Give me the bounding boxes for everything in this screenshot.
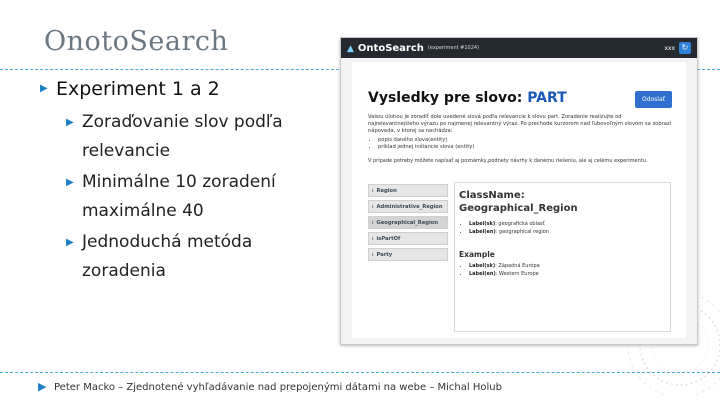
sub-bullet [66,168,320,226]
sub-bullet-text: Zoraďovanie slov podľa relevancie [82,112,283,161]
example-heading: Example [459,250,495,259]
bottom-divider [0,372,720,373]
triangle-right-icon: ▶ [66,237,74,248]
slide-footer [38,380,502,394]
sub-bullet [66,108,320,166]
classname-value: Geographical_Region [459,203,578,214]
word-item[interactable] [368,200,448,213]
class-labels [459,221,659,236]
example-labels [459,263,659,278]
user-name[interactable]: xxx [664,44,675,52]
triangle-right-icon: ▶ [66,117,74,128]
bullet-main [40,78,320,100]
word-label: Region [376,187,397,194]
instruction-item: • príklad jednej inštancie slova (entity) [378,144,672,151]
word-list [368,184,448,264]
word-label: Party [376,251,393,258]
handle-icon: ⁝ [372,236,374,241]
results-title [368,90,567,106]
note-text: V prípade potreby môžete napísať aj poznámky,podnety návrhy k danému riešeniu, ale aj celému experimentu. [368,158,648,164]
refresh-icon[interactable]: ↻ [679,42,691,54]
triangle-right-icon: ▶ [38,380,47,393]
classname-heading [459,189,578,215]
sub-bullet-text: Minimálne 10 zoradení maximálne 40 [82,172,276,221]
word-label: Administrative_Region [376,203,443,210]
label-value: : Western Europe [495,270,539,277]
handle-icon: ⁝ [372,204,374,209]
word-item[interactable] [368,184,448,197]
footer-text: Peter Macko – Zjednotené vyhľadávanie nad prepojenými dátami na webe – Michal Holub [54,381,502,393]
triangle-right-icon: ▶ [40,83,48,94]
label-item [469,271,659,279]
label-value: : Západná Európa [495,263,540,269]
classname-label: ClassName: [459,190,525,201]
sub-bullet [66,228,320,286]
label-item [469,263,659,271]
send-button[interactable]: Odoslať [635,91,672,108]
app-topbar [341,38,697,58]
word-item[interactable] [368,232,448,245]
slide-title: OnotoSearch [44,26,229,57]
handle-icon: ⁝ [372,252,374,257]
label-key: Label(sk) [469,221,496,227]
bullet-main-text: Experiment 1 a 2 [56,78,220,100]
handle-icon: ⁝ [372,220,374,225]
experiment-id: (experiment #1024) [427,45,480,51]
app-logo-text: OntoSearch [357,42,424,54]
bullet-list [40,78,320,288]
label-value: : geographical region [495,228,549,235]
app-logo[interactable] [347,43,424,54]
word-label: isPartOf [376,235,401,242]
label-item [469,221,659,229]
word-item-active[interactable] [368,216,448,229]
instruction-item: • popis daného slova(entity) [378,137,672,144]
triangle-right-icon: ▶ [66,177,74,188]
instructions-text: Vašou úlohou je zoradiť dole uvedené slová podľa relevancie k slovu part. Zoradenie realizujte od najrelevantnejšieho výrazu po najmenej relevantný výraz. Po prechode kurzorom nad ľubovoľným slovom sa zobrazí nápoveda, v ktorej sa nachádza: [368,114,672,135]
app-content [352,62,686,338]
word-label: Geographical_Region [376,219,439,226]
results-prefix: Vysledky pre slovo: [368,90,523,106]
logo-icon: ▲ [347,43,354,54]
instructions [368,114,672,151]
detail-panel [454,182,671,332]
handle-icon: ⁝ [372,188,374,193]
label-value: : geografická oblasť [495,221,545,227]
label-key: Label(en) [469,270,496,277]
label-key: Label(sk) [469,263,496,269]
results-word: PART [527,90,567,106]
sub-bullet-text: Jednoduchá metóda zoradenia [82,232,253,281]
app-screenshot [340,37,698,345]
label-key: Label(en) [469,228,496,235]
label-item [469,229,659,237]
word-item[interactable] [368,248,448,261]
